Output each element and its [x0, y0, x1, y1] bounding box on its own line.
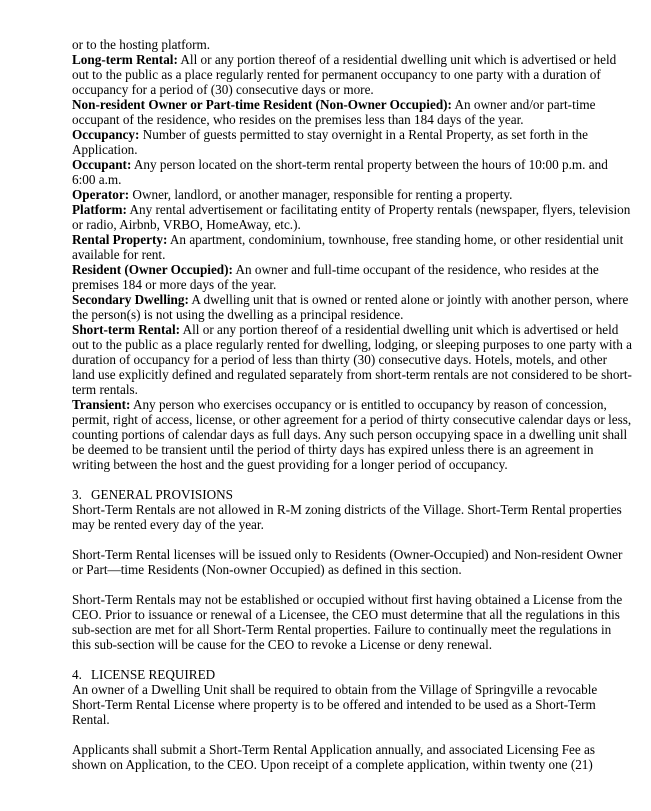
definition-term: Non-resident Owner or Part-time Resident (Non-Owner Occupied):: [72, 97, 452, 112]
definition-term: Short-term Rental:: [72, 322, 181, 337]
definition-resident: [72, 262, 632, 292]
definition-secondary-dwelling: [72, 292, 632, 322]
section-paragraph: An owner of a Dwelling Unit shall be required to obtain from the Village of Springville a revocable Short-Term Rental License where property is to be offered and intended to be used as a Short-Term Rental.: [72, 682, 598, 727]
definition-long-term-rental: [72, 52, 632, 97]
definition-platform: [72, 202, 632, 232]
spacer: [72, 532, 632, 547]
intro-fragment: or to the hosting platform.: [72, 37, 211, 52]
definition-non-resident-owner: [72, 97, 632, 127]
definition-term: Occupancy:: [72, 127, 140, 142]
definition-text: Any person who exercises occupancy or is entitled to occupancy by reason of concession, permit, right of access, license, or other agreement for a period of thirty consecutive calendar days or less, counting portions of calendar days as full days. Any such person occupying space in a dwelling unit shall be deemed to be transient until the period of thirty days has expired unless there is an agreement in writing between the host and the guest providing for a longer period of occupancy.: [72, 397, 632, 472]
definition-term: Resident (Owner Occupied):: [72, 262, 233, 277]
definition-short-term-rental: [72, 322, 632, 397]
definition-operator: [72, 187, 632, 202]
definition-transient: [72, 397, 632, 472]
section-title: LICENSE REQUIRED: [91, 667, 216, 682]
section-number: 3.: [72, 487, 82, 502]
definitions-list: [72, 52, 632, 472]
definition-text: Owner, landlord, or another manager, responsible for renting a property.: [129, 187, 513, 202]
section-paragraph: Applicants shall submit a Short-Term Rental Application annually, and associated Licensing Fee as shown on Application, to the CEO. Upon receipt of a complete application, within twenty one (21): [72, 742, 596, 772]
definition-term: Transient:: [72, 397, 131, 412]
definition-text: Number of guests permitted to stay overnight in a Rental Property, as set forth in the Application.: [72, 127, 588, 157]
definition-text: A dwelling unit that is owned or rented alone or jointly with another person, where the person(s) is not using the dwelling as a principal residence.: [72, 292, 629, 322]
definition-occupancy: [72, 127, 632, 157]
definition-text: An apartment, condominium, townhouse, free standing home, or other residential unit available for rent.: [72, 232, 624, 262]
definition-rental-property: [72, 232, 632, 262]
section-heading: [72, 487, 632, 502]
definition-term: Secondary Dwelling:: [72, 292, 189, 307]
definition-term: Occupant:: [72, 157, 132, 172]
definition-text: All or any portion thereof of a residential dwelling unit which is advertised or held out to the public as a place regularly rented for permanent occupancy to one party with a duration of occupancy for a period of (30) consecutive days or more.: [72, 52, 617, 97]
definition-term: Operator:: [72, 187, 130, 202]
document-page: [72, 37, 632, 772]
definition-text: All or any portion thereof of a residential dwelling unit which is advertised or held out to the public as a place regularly rented for dwelling, lodging, or sleeping purposes to one party with a duration of occupancy for a period of less than thirty (30) consecutive days. Hotels, motels, and other land use explicitly defined and regulated separately from short-term rentals are not considered to be short-term rentals.: [72, 322, 632, 397]
section-title: GENERAL PROVISIONS: [91, 487, 234, 502]
section-heading: [72, 667, 632, 682]
definition-text: Any person located on the short-term rental property between the hours of 10:00 p.m. and 6:00 a.m.: [72, 157, 608, 187]
spacer: [72, 577, 632, 592]
definition-text: Any rental advertisement or facilitating entity of Property rentals (newspaper, flyers, television or radio, Airbnb, VRBO, HomeAway, etc.).: [72, 202, 631, 232]
spacer: [72, 727, 632, 742]
definition-term: Platform:: [72, 202, 127, 217]
section-license-required: [72, 667, 632, 772]
section-paragraph: Short-Term Rentals may not be established or occupied without first having obtained a License from the CEO. Prior to issuance or renewal of a Licensee, the CEO must determine that all the regulations in this sub-section are met for all Short-Term Rental properties. Failure to continually meet the regulations in this sub-section will be cause for the CEO to revoke a License or deny renewal.: [72, 592, 623, 652]
definition-text: An owner and full-time occupant of the residence, who resides at the premises 184 or more days of the year.: [72, 262, 599, 292]
section-paragraph: Short-Term Rental licenses will be issued only to Residents (Owner-Occupied) and Non-resident Owner or Part—time Residents (Non-owner Occupied) as defined in this section.: [72, 547, 623, 577]
definition-term: Rental Property:: [72, 232, 168, 247]
section-number: 4.: [72, 667, 82, 682]
definition-occupant: [72, 157, 632, 187]
definition-term: Long-term Rental:: [72, 52, 178, 67]
spacer: [72, 652, 632, 667]
spacer: [72, 472, 632, 487]
definition-text: An owner and/or part-time occupant of the residence, who resides on the premises less than 184 days of the year.: [72, 97, 596, 127]
section-general-provisions: [72, 487, 632, 652]
section-paragraph: Short-Term Rentals are not allowed in R-M zoning districts of the Village. Short-Term Rental properties may be rented every day of the year.: [72, 502, 622, 532]
